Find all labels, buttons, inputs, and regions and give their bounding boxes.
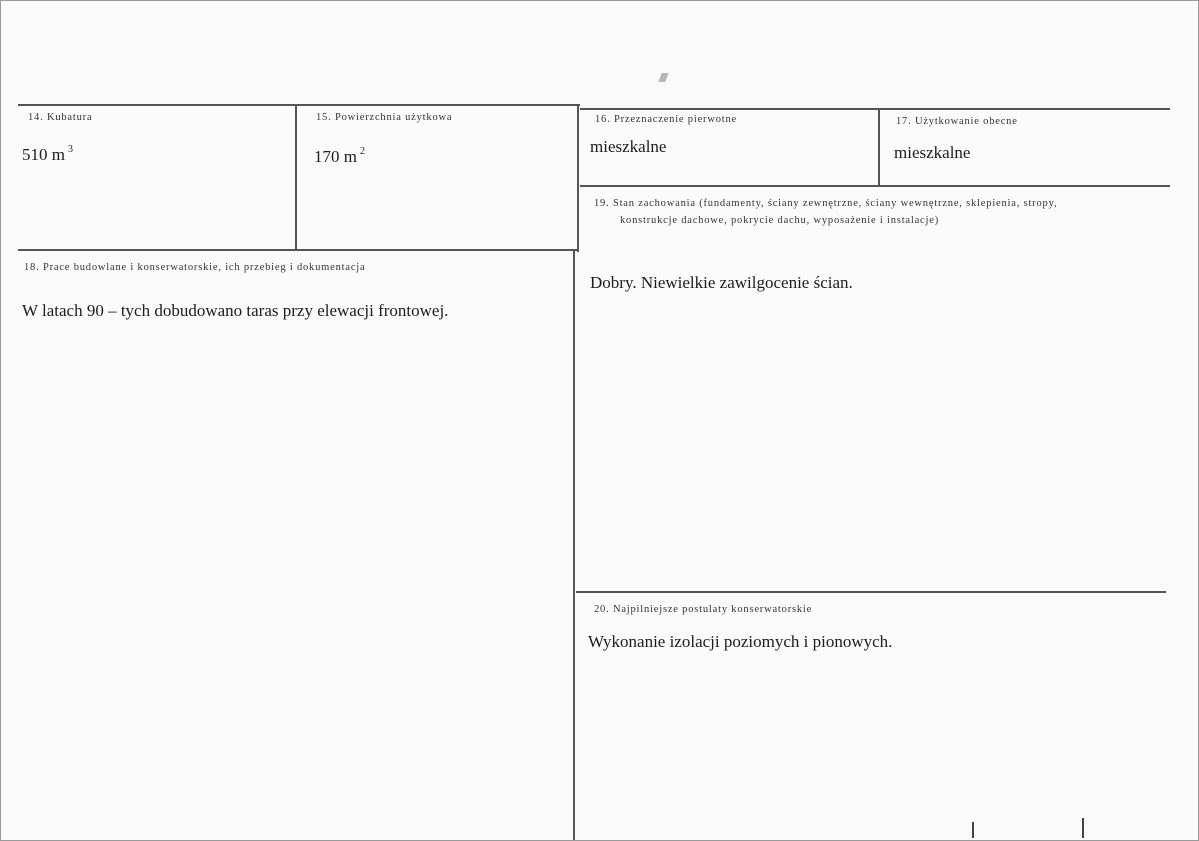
field-20-value: Wykonanie izolacji poziomych i pionowych. bbox=[588, 632, 893, 651]
field-14-number: 510 m bbox=[22, 145, 65, 164]
field-15-number: 170 m bbox=[314, 147, 357, 166]
center-divider bbox=[573, 250, 575, 840]
field-14-exponent: 3 bbox=[67, 144, 73, 155]
field-17-label: 17. Użytkowanie obecne bbox=[896, 116, 1018, 127]
field-14-label: 14. Kubatura bbox=[28, 112, 93, 123]
divider-14-15 bbox=[295, 104, 297, 250]
field-14-value bbox=[22, 144, 73, 165]
divider-left-right bbox=[577, 106, 579, 252]
field-15-exponent: 2 bbox=[359, 146, 365, 157]
field-15-value bbox=[314, 146, 365, 167]
divider-16-17 bbox=[878, 108, 880, 186]
field-18-label: 18. Prace budowlane i konserwatorskie, ich przebieg i dokumentacja bbox=[24, 262, 366, 273]
field-20-label: 20. Najpilniejsze postulaty konserwatorskie bbox=[594, 604, 813, 615]
field-19-label-line1: 19. Stan zachowania (fundamenty, ściany zewnętrzne, ściany wewnętrzne, sklepienia, stropy, bbox=[594, 198, 1058, 209]
rule-under-16-17 bbox=[580, 185, 1170, 187]
rule-above-20 bbox=[576, 591, 1166, 593]
rule-under-14-15 bbox=[18, 249, 578, 251]
field-17-value: mieszkalne bbox=[894, 143, 971, 162]
scan-mark bbox=[1082, 818, 1084, 838]
field-15-label: 15. Powierzchnia użytkowa bbox=[316, 112, 453, 123]
field-19-label bbox=[594, 195, 1154, 229]
field-19-label-line2: konstrukcje dachowe, pokrycie dachu, wyposażenie i instalacje) bbox=[620, 215, 939, 226]
scan-mark bbox=[972, 822, 974, 838]
field-19-value: Dobry. Niewielkie zawilgocenie ścian. bbox=[590, 273, 853, 292]
field-18-value: W latach 90 – tych dobudowano taras przy elewacji frontowej. bbox=[22, 301, 449, 320]
field-16-label: 16. Przeznaczenie pierwotne bbox=[595, 114, 737, 125]
top-rule-right bbox=[580, 108, 1170, 110]
top-rule bbox=[18, 104, 580, 106]
field-16-value: mieszkalne bbox=[590, 137, 667, 156]
